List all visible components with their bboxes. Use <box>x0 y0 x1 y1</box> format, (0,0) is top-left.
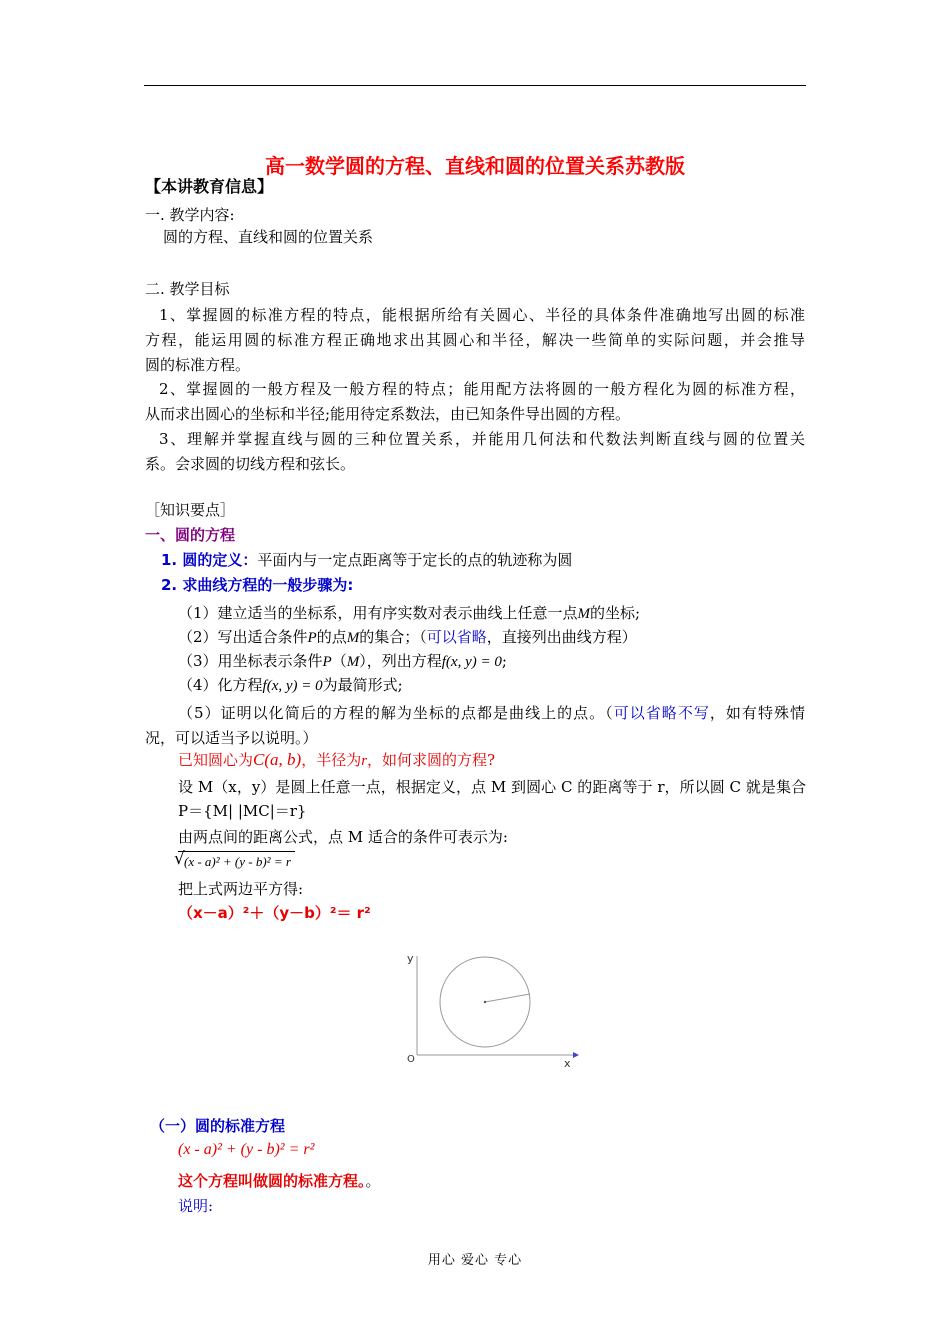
step-4 <box>178 675 403 696</box>
question-text: 已知圆心为 <box>178 751 254 769</box>
step-5-line2: 况，可以适当予以说明。） <box>145 729 318 747</box>
question-radius: r <box>361 753 368 769</box>
content-heading: 一. 教学内容: <box>145 206 235 224</box>
knowledge-heading: ［知识要点］ <box>145 501 236 519</box>
question-line <box>178 750 495 771</box>
question-center: C(a, b) <box>253 750 302 769</box>
note-label: 说明: <box>178 1197 214 1215</box>
step-2-text2: 的点 <box>316 628 347 646</box>
distance-formula-intro: 由两点间的距离公式，点 M 适合的条件可表示为: <box>178 828 508 846</box>
distance-equation <box>174 849 295 873</box>
step-1-text: （1）建立适当的坐标系，用有序实数对表示曲线上任意一点 <box>178 604 578 622</box>
step-5-optional: 可以省略不写 <box>613 704 710 722</box>
step-5-line1 <box>145 703 805 723</box>
goal3-line1: 3、理解并掌握直线与圆的三种位置关系，并能用几何法和代数法判断直线与圆的位置关 <box>159 430 805 448</box>
standard-equation-name-text: 这个方程叫做圆的标准方程。 <box>178 1172 366 1190</box>
header-rule <box>144 85 806 86</box>
step-4-tail: 为最简形式; <box>322 676 403 694</box>
goal2-line1: 2、掌握圆的一般方程及一般方程的特点；能用配方法将圆的一般方程化为圆的标准方程， <box>159 380 805 398</box>
origin-label: O <box>407 1054 415 1065</box>
step-1 <box>178 603 640 624</box>
content-text: 圆的方程、直线和圆的位置关系 <box>163 228 374 246</box>
derivation-line2: P＝{M| |MC|＝r} <box>178 802 307 820</box>
goal1-line2: 方程，能运用圆的标准方程正确地求出其圆心和半径，解决一些简单的实际问题，并会推导 <box>145 331 805 349</box>
goal-heading: 二. 教学目标 <box>145 280 230 298</box>
goal1-line3: 圆的标准方程。 <box>145 356 251 374</box>
step-4-text: （4）化方程 <box>178 676 263 694</box>
steps-heading: 2. 求曲线方程的一般步骤为: <box>161 576 354 594</box>
question-text2: ，半径为 <box>301 751 362 769</box>
step-4-equation: f(x, y) = 0 <box>262 678 323 694</box>
radius-line <box>485 994 530 1002</box>
step-3-var-p: P <box>322 654 332 670</box>
definition-text: 平面内与一定点距离等于定长的点的轨迹称为圆 <box>257 551 573 569</box>
circle-figure <box>405 948 580 1073</box>
step-2 <box>178 627 637 648</box>
step-2-tail: ，直接列出曲线方程） <box>486 628 637 646</box>
page-footer: 用心 爱心 专心 <box>427 1253 523 1268</box>
step-5-text: （5）证明以化简后的方程的解为坐标的点都是曲线上的点。（ <box>178 704 614 722</box>
step-2-text: （2）写出适合条件 <box>178 628 308 646</box>
section1-heading: 一、圆的方程 <box>145 526 236 544</box>
question-tail: ，如何求圆的方程? <box>367 751 496 769</box>
x-axis-arrow-icon <box>573 1052 579 1058</box>
section-info-heading: 【本讲教育信息】 <box>145 177 274 196</box>
distance-equation-text: (x - a)² + (y - b)² = r <box>184 854 291 869</box>
step-3-tail: ; <box>501 652 507 670</box>
goal1-line1: 1、掌握圆的标准方程的特点，能根据所给有关圆心、半径的具体条件准确地写出圆的标准 <box>159 306 805 324</box>
x-axis-label: x <box>564 1057 571 1070</box>
step-3-text2: ），列出方程 <box>359 652 442 670</box>
definition-line <box>161 550 572 570</box>
step-2-var-p: P <box>307 630 317 646</box>
step-5-text2: ，如有特殊情 <box>709 704 805 722</box>
center-point <box>484 1001 486 1003</box>
derivation-line1: 设 M（x，y）是圆上任意一点，根据定义，点 M 到圆心 C 的距离等于 r，所以圆 C 就是集合 <box>178 778 806 796</box>
step-3-paren: （ <box>331 652 347 670</box>
step-2-optional: 可以省略 <box>426 628 487 646</box>
step-3-var-m: M <box>346 654 360 670</box>
subsection-standard-equation: （一）圆的标准方程 <box>150 1117 286 1135</box>
goal3-line2: 系。会求圆的切线方程和弦长。 <box>145 455 356 473</box>
step-1-var: M <box>577 606 591 622</box>
step-3-text: （3）用坐标表示条件 <box>178 652 323 670</box>
standard-equation: (x - a)² + (y - b)² = r² <box>178 1141 315 1158</box>
standard-equation-name <box>178 1171 381 1191</box>
standard-equation-bold: （x－a）²＋（y－b）²＝ r² <box>178 904 371 922</box>
step-2-var-m: M <box>346 630 360 646</box>
step-1-tail: 的坐标; <box>590 604 641 622</box>
page-title: 高一数学圆的方程、直线和圆的位置关系苏教版 <box>265 154 685 178</box>
standard-equation-name-tail: 。 <box>365 1172 381 1190</box>
step-3 <box>178 651 507 672</box>
y-axis-label: y <box>407 952 414 965</box>
step-3-equation: f(x, y) = 0 <box>441 654 502 670</box>
sqrt-sign: √ (x - a)² + (y - b)² = r <box>178 851 295 873</box>
goal2-line2: 从而求出圆心的坐标和半径;能用待定系数法，由已知条件导出圆的方程。 <box>145 405 631 423</box>
square-intro: 把上式两边平方得: <box>178 880 304 898</box>
step-2-text3: 的集合；（ <box>359 628 427 646</box>
definition-label: 1. 圆的定义： <box>161 551 258 569</box>
